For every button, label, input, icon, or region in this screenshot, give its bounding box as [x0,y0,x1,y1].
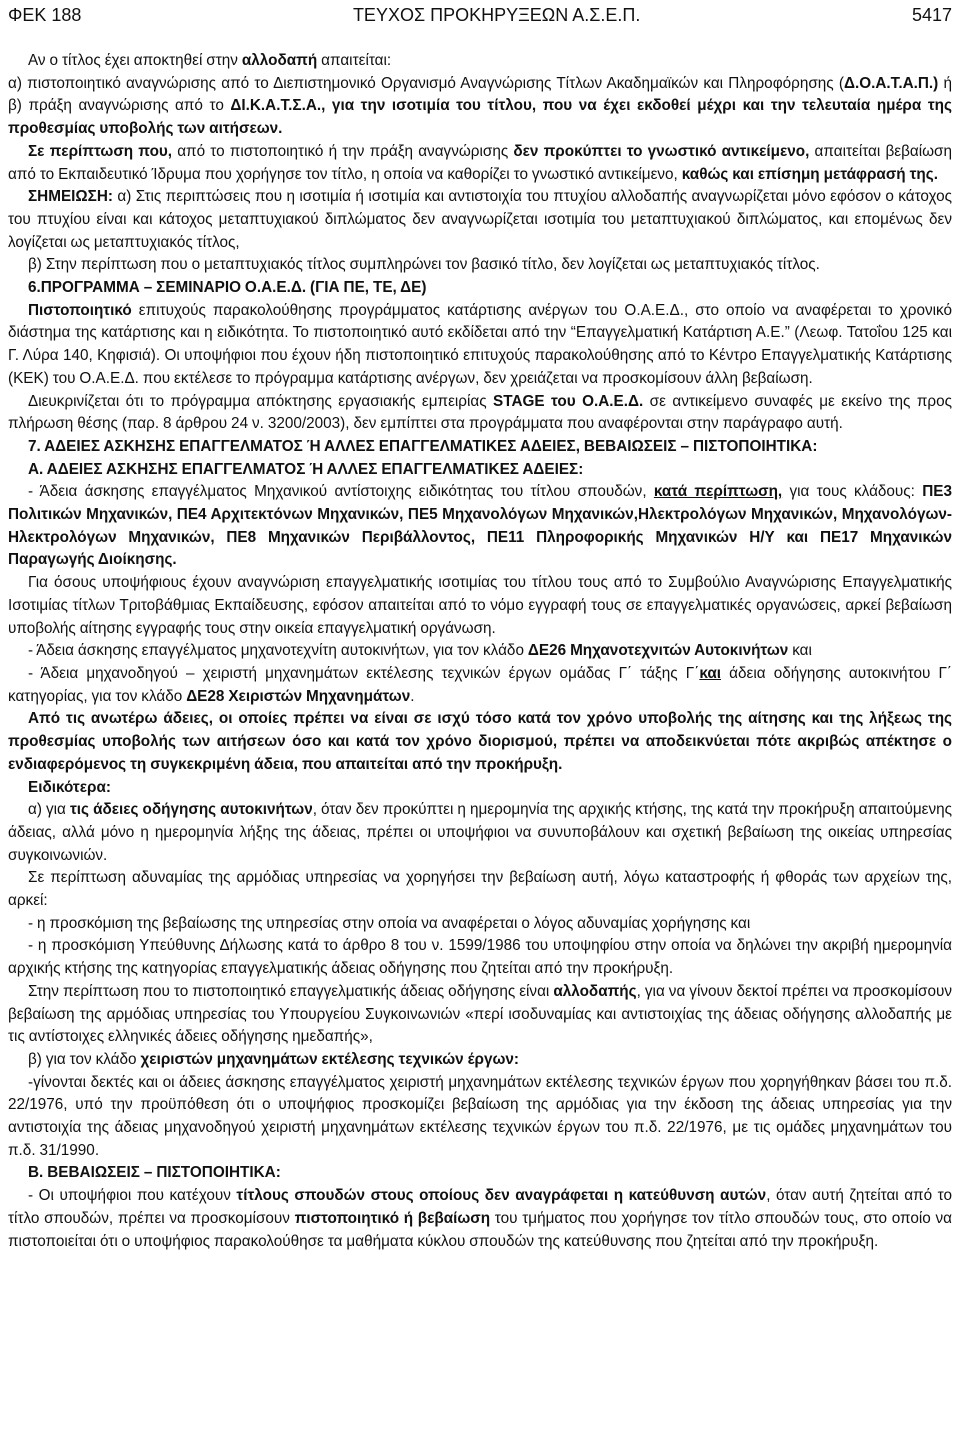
bold-text: Α. ΑΔΕΙΕΣ ΑΣΚΗΣΗΣ ΕΠΑΓΓΕΛΜΑΤΟΣ Ή ΑΛΛΕΣ ΕΠΑΓΓΕΛΜΑΤΙΚΕΣ ΑΔΕΙΕΣ: [28,460,584,478]
text-run: , για να γίνουν δεκτοί πρέπει να προσκομίσουν βεβαίωση της αρμόδιας υπηρεσίας του Υπουργείου Συγκοινωνιών «περί ισοδυναμίας και αντιστοιχίας της άδειας οδήγησης αλλοδαπής με τις αντίστοιχες ελληνικές άδειες οδήγησης ημεδαπής», [8,982,952,1046]
underlined-text: κατά περίπτωση, [653,483,783,501]
bold-text: αλλοδαπής [553,982,637,1000]
text-run: Αν ο τίτλος έχει αποκτηθεί στην [28,52,242,69]
paragraph [8,981,952,1049]
text-run: για τους κλάδους: [782,483,923,501]
text-run: - η προσκόμιση της βεβαίωσης της υπηρεσίας στην οποία να αναφέρεται ο λόγος αδυναμίας χορήγησης και [28,914,751,932]
paragraph [8,391,952,436]
text-run: Στην περίπτωση που το πιστοποιητικό επαγγελματικής άδειας οδήγησης είναι [28,982,554,1000]
text-run: Για όσους υποψήφιους έχουν αναγνώριση επαγγελματικής ισοτιμίας του τίτλου τους από το Συμβούλιο Αναγνώρισης Επαγγελματικής Ισοτιμίας τίτλων Τριτοβάθμιας Εκπαίδευσης, εφόσον απαιτείται από το νόμο εγγραφή τους σε επαγγελματικές οργανώσεις, αρκεί βεβαίωση υποβολής αίτησης εγγραφής τους στην οικεία επαγγελματική οργάνωση. [8,574,952,637]
text-run: β) για τον κλάδο [28,1050,141,1068]
document-body [8,50,952,1253]
bold-text: ΔΕ28 Χειριστών Μηχανημάτων [186,687,411,705]
bold-text: αλλοδαπή [241,52,318,69]
text-run: άδεια οδήγησης αυτοκινήτου Γ΄ κατηγορίας, για τον κλάδο [8,664,952,705]
text-run: ή β) πράξη αναγνώρισης από το [8,74,952,115]
paragraph [8,481,952,572]
bold-text: πιστοποιητικό ή βεβαίωση [294,1209,491,1227]
text-run: - Άδεια μηχανοδηγού – χειριστή μηχανημάτων εκτέλεσης τεχνικών έργων ομάδας Γ΄ τάξης Γ΄ [28,664,700,682]
paragraph [8,1162,952,1185]
text-run: - η προσκόμιση Υπεύθυνης Δήλωσης κατά το άρθρο 8 του ν. 1599/1986 του υποψηφίου στην οποία να δηλώνει την ακριβή ημερομηνία αρχικής κτήσης της κατηγορίας επαγγελματικής άδειας οδήγησης που ζητείται από την προκήρυξη. [8,937,952,978]
text-run: α) Στις περιπτώσεις που η ισοτιμία ή ισοτιμία και αντιστοιχία του πτυχίου αλλοδαπής αναγνωρίζεται μόνο εφόσον ο κάτοχος του πτυχίου είναι και κάτοχος μεταπτυχιακού διπλώματος δεν αναγνωρίζεται ισοτιμία του μεταπτυχιακού διπλώματος, και επομένως δεν λογίζεται ως μεταπτυχιακός τίτλος, [8,188,952,251]
paragraph [8,799,952,867]
bold-text: Από τις ανωτέρω άδειες, οι οποίες πρέπει να είναι σε ισχύ τόσο κατά τον χρόνο υποβολής της αίτησης και της λήξεως της προθεσμίας υποβολής των αιτήσεων όσο και κατά τον χρόνο διορισμού, πρέπει να αποδεικνύεται πότε ακριβώς απέκτησε ο ενδιαφερόμενος τη συγκεκριμένη άδεια, που απαιτείται από την προκήρυξη. [8,710,952,773]
paragraph [8,73,952,141]
paragraph [8,1049,952,1072]
bold-text: STAGE του Ο.Α.Ε.Δ. [493,392,644,410]
bold-text: Δ.Ο.Α.Τ.Α.Π.) [843,74,939,92]
page-number: 5417 [911,5,952,25]
text-run: β) Στην περίπτωση που ο μεταπτυχιακός τίτλος συμπληρώνει τον βασικό τίτλο, δεν λογίζεται ως μεταπτυχιακός τίτλος. [28,256,820,274]
bold-text: ΔΙ.Κ.Α.Τ.Σ.Α. [230,97,322,115]
paragraph [8,277,952,300]
text-run: επιτυχούς παρακολούθησης προγράμματος κατάρτισης ανέργων του Ο.Α.Ε.Δ., στο οποίο να αναφέρεται το χρονικό διάστημα της κατάρτισης και η ειδικότητα. Το πιστοποιητικό αυτό εκδίδεται από την “Επαγγελματική Κατάρτιση Α.Ε.” (Λεωφ. Τατοΐου 125 και Γ. Λύρα 140, Κηφισιά). Οι υποψήφιοι που έχουν ήδη πιστοποιητικό επιτυχούς παρακολούθησης από το Κέντρο Επαγγελματικής Κατάρτισης (ΚΕΚ) του Ο.Α.Ε.Δ. που εκτέλεσε το πρόγραμμα κατάρτισης ανέργων, δεν χρειάζεται να προσκομίσουν άλλη βεβαίωση. [8,301,952,387]
bold-text: 7. ΑΔΕΙΕΣ ΑΣΚΗΣΗΣ ΕΠΑΓΓΕΛΜΑΤΟΣ Ή ΑΛΛΕΣ ΕΠΑΓΓΕΛΜΑΤΙΚΕΣ ΑΔΕΙΕΣ, ΒΕΒΑΙΩΣΕΙΣ – ΠΙΣΤΟΠΟΙΗΤΙΚΑ: [28,437,818,455]
text-run: σε αντικείμενο συναφές με εκείνο της προς πλήρωση θέσης (παρ. 8 άρθρου 24 ν. 3200/2003), δεν εμπίπτει στα προγράμματα που αναφέρονται στην παράγραφο αυτή. [8,392,952,433]
text-run: - Οι υποψήφιοι που κατέχουν [28,1187,237,1205]
bold-text: Ειδικότερα: [28,778,111,796]
text-run: α) για [28,801,70,819]
paragraph [8,300,952,391]
bold-text: δεν προκύπτει το γνωστικό αντικείμενο, [513,142,810,160]
bold-text: Πιστοποιητικό [28,301,132,319]
text-run: του τμήματος που χορήγησε τον τίτλο σπουδών τους, στο οποίο να πιστοποιείται ότι ο υποψήφιος παρακολούθησε τα μαθήματα κύκλου σπουδών της κατεύθυνσης που ζητείται από την προκήρυξη. [8,1209,952,1250]
text-run: από το πιστοποιητικό ή την πράξη αναγνώρισης [172,142,514,160]
text-run: . [410,687,415,705]
paragraph [8,935,952,980]
bold-text: τις άδειες οδήγησης αυτοκινήτων [69,801,313,819]
gazette-series: ΤΕΥΧΟΣ ΠΡΟΚΗΡΥΞΕΩΝ Α.Σ.Ε.Π. [352,5,641,25]
paragraph [8,777,952,800]
text-run: , όταν αυτή ζητείται από το τίτλο σπουδών, πρέπει να προσκομίσουν [8,1187,952,1227]
paragraph [8,459,952,482]
text-run: απαιτείται βεβαίωση από το Εκπαιδευτικό Ίδρυμα που χορήγησε τον τίτλο, η οποία να καθορίζει το γνωστικό αντικείμενο, [8,142,953,183]
text-run: και [788,642,812,660]
bold-text: Β. ΒΕΒΑΙΩΣΕΙΣ – ΠΙΣΤΟΠΟΙΗΤΙΚΑ: [28,1164,281,1182]
page-header [8,0,952,32]
text-run: Διευκρινίζεται ότι το πρόγραμμα απόκτησης εργασιακής εμπειρίας [28,392,494,410]
paragraph [8,50,952,73]
paragraph [8,663,952,708]
paragraph [8,436,952,459]
bold-text: , για την ισοτιμία του τίτλου, που να έχει εκδοθεί μέχρι και την τελευταία ημέρα της προθεσμίας υποβολής των αιτήσεων. [8,97,952,138]
paragraph [8,186,952,254]
text-run: - Άδεια άσκησης επαγγέλματος μηχανοτεχνίτη αυτοκινήτων, για τον κλάδο [28,642,528,660]
underlined-text: και [699,664,722,682]
paragraph [8,572,952,640]
paragraph [8,1072,952,1163]
bold-text: 6.ΠΡΟΓΡΑΜΜΑ – ΣΕΜΙΝΑΡΙΟ Ο.Α.Ε.Δ. (ΓΙΑ ΠΕ, ΤΕ, ΔΕ) [28,279,427,297]
bold-text: Σε περίπτωση που, [28,142,173,160]
bold-text: καθώς και επίσημη μετάφρασή της. [681,165,938,183]
bold-text: ΣΗΜΕΙΩΣΗ: [28,188,114,206]
text-run: α) πιστοποιητικό αναγνώρισης από το Διεπιστημονικό Οργανισμό Αναγνώρισης Τίτλων Ακαδημαϊκών και Πληροφόρησης ( [8,74,844,92]
text-run: απαιτείται: [317,52,392,69]
paragraph [8,708,952,776]
bold-text: τίτλους σπουδών στους οποίους δεν αναγράφεται η κατεύθυνση αυτών [236,1187,767,1205]
text-run: Σε περίπτωση αδυναμίας της αρμόδιας υπηρεσίας να χορηγήσει την βεβαίωση αυτή, λόγω καταστροφής ή φθοράς των αρχείων της, αρκεί: [8,869,952,910]
paragraph [8,254,952,277]
text-run: - Άδεια άσκησης επαγγέλματος Μηχανικού αντίστοιχης ειδικότητας του τίτλου σπουδών, [28,483,654,501]
text-run: , όταν δεν προκύπτει η ημερομηνία της αρχικής κτήσης, της κατά την προκήρυξη απαιτούμενης άδειας, αλλά μόνο η ημερομηνία λήξης της άδειας, πρέπει οι υποψήφιοι να συνυποβάλουν και σχετική βεβαίωση της οικείας υπηρεσίας συγκοινωνιών. [8,801,952,864]
gazette-issue: ΦΕΚ 188 [8,5,82,25]
paragraph [8,867,952,912]
paragraph [8,913,952,936]
bold-text: ΠΕ3 Πολιτικών Μηχανικών, ΠΕ4 Αρχιτεκτόνων Μηχανικών, ΠΕ5 Μηχανολόγων Μηχανικών,Ηλεκτρολόγων Μηχανικών, Μηχανολόγων-Ηλεκτρολόγων Μηχανικών, ΠΕ8 Μηχανικών Περιβάλλοντος, ΠΕ11 Πληροφορικής Μηχανικών Η/Υ και ΠΕ17 Μηχανικών Παραγωγής Διοίκησης. [8,483,952,569]
bold-text: χειριστών μηχανημάτων εκτέλεσης τεχνικών έργων: [140,1050,519,1068]
bold-text: ΔΕ26 Μηχανοτεχνιτών Αυτοκινήτων [527,642,789,660]
paragraph [8,640,952,663]
paragraph [8,141,952,186]
paragraph [8,1185,952,1253]
text-run: -γίνονται δεκτές και οι άδειες άσκησης επαγγέλματος χειριστή μηχανημάτων εκτέλεσης τεχνικών έργων που χορηγήθηκαν βάσει του π.δ. 22/1976, υπό την προϋπόθεση ότι ο υποψήφιος προσκομίζει βεβαίωση της αρμόδιας για την έκδοση της άδειας υπηρεσίας για την αντιστοιχία της άδειας μηχανοδηγού χειριστή μηχανημάτων εκτέλεσης τεχνικών έργων του π.δ. 22/1976, με τις ομάδες μηχανημάτων του π.δ. 31/1990. [8,1073,952,1159]
